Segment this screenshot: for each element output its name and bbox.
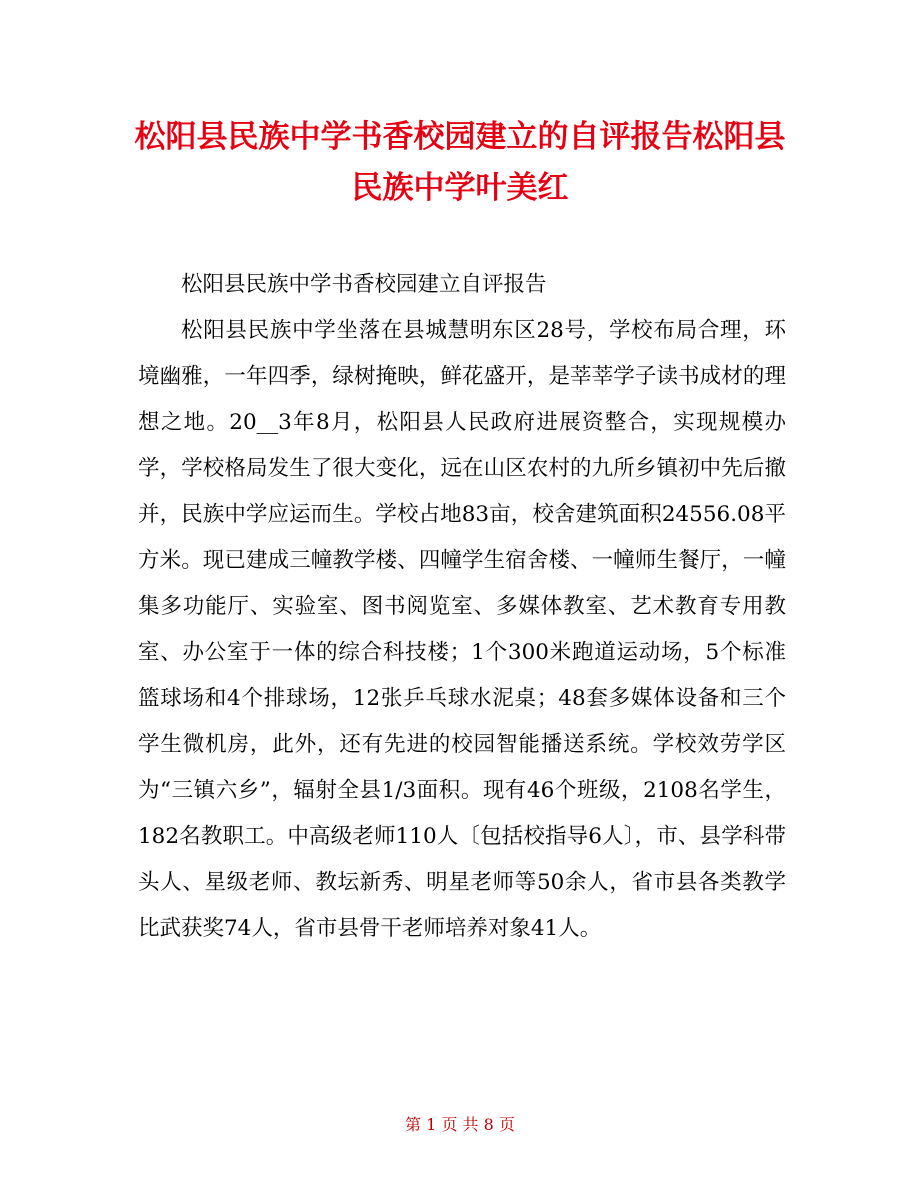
footer-total-pages: 8: [483, 1115, 494, 1134]
document-body: [138, 262, 786, 952]
footer-prefix: 第: [405, 1115, 422, 1134]
body-paragraph: 松阳县民族中学坐落在县城慧明东区28号，学校布局合理，环境幽雅，一年四季，绿树掩映，鲜花盛开，是莘莘学子读书成材的理想之地。20__3年8月，松阳县人民政府进展资整合，实现规模办学，学校格局发生了很大变化，远在山区农村的九所乡镇初中先后撤并，民族中学应运而生。学校占地83亩，校舍建筑面积24556.08平方米。现已建成三幢教学楼、四幢学生宿舍楼、一幢师生餐厅，一幢集多功能厅、实验室、图书阅览室、多媒体教室、艺术教育专用教室、办公室于一体的综合科技楼；1个300米跑道运动场，5个标准篮球场和4个排球场，12张乒乓球水泥桌；48套多媒体设备和三个学生微机房，此外，还有先进的校园智能播送系统。学校效劳学区为“三镇六乡”，辐射全县1/3面积。现有46个班级，2108名学生，182名教职工。中高级老师110人〔包括校指导6人〕，市、县学科带头人、星级老师、教坛新秀、明星老师等50余人，省市县各类教学比武获奖74人，省市县骨干老师培养对象41人。: [138, 318, 786, 941]
page-footer: [0, 1113, 920, 1137]
footer-suffix: 页: [498, 1115, 515, 1134]
footer-page-label: 页: [441, 1115, 458, 1134]
document-title: 松阳县民族中学书香校园建立的自评报告松阳县民族中学叶美红: [134, 119, 786, 206]
footer-total-label: 共: [462, 1115, 479, 1134]
footer-current-page: 1: [426, 1115, 437, 1134]
document-subtitle: 松阳县民族中学书香校园建立自评报告: [181, 272, 547, 297]
